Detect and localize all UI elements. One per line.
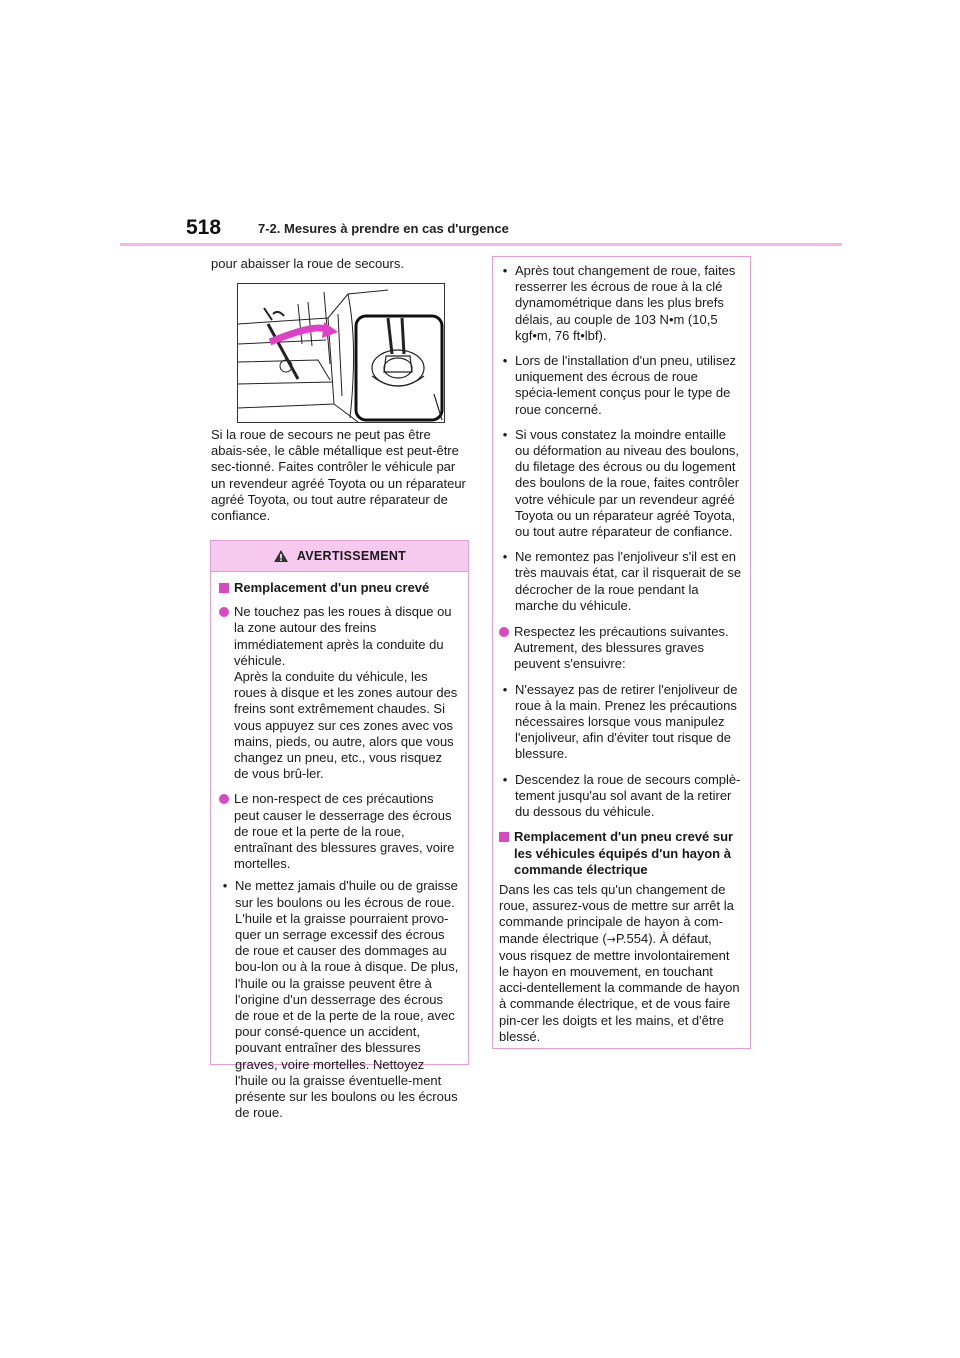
warning-subhead-text: Remplacement d'un pneu crevé: [234, 580, 430, 595]
dash-bullet: •: [222, 878, 228, 894]
caution-dash-4: [499, 549, 742, 614]
caution-dash-6: [499, 772, 742, 821]
caution-subhead: [499, 829, 742, 878]
square-bullet-icon: [499, 832, 509, 842]
caution-dash-5-text: N'essayez pas de retirer l'enjoliveur de roue à la main. Prenez les précautions nécessaires lorsque vous manipulez l'enjoliveur, afin d'éviter tout risque de blessure.: [515, 681, 738, 762]
caution-dash-2: [499, 353, 742, 418]
warning-bullet-2-text: Le non-respect de ces précautions peut causer le desserrage des écrous de roue et la perte de la roue, entraînant des blessures graves, voire mortelles.: [234, 791, 455, 872]
page-number: 518: [186, 216, 222, 239]
caution-dash-6-text: Descendez la roue de secours complè-tement jusqu'au sol avant de la retirer du dessous du véhicule.: [515, 771, 741, 820]
warning-title: AVERTISSEMENT: [296, 549, 407, 563]
caution-dash-3-text: Si vous constatez la moindre entaille ou déformation au niveau des boulons, du filetage des écrous ou du logement des boulons de la roue, faites contrôler votre véhicule par un revendeur agréé Toyota ou un réparateur agréé Toyota, ou tout autre réparateur de confiance.: [515, 426, 740, 540]
caution-dash-1: [499, 263, 742, 344]
dash-bullet: •: [502, 426, 508, 442]
caution-bullet-text: Respectez les précautions suivantes. Autrement, des blessures graves peuvent s'ensuivre:: [514, 624, 729, 672]
warning-header: [211, 541, 468, 572]
header-rule: [120, 243, 842, 246]
warning-triangle-icon: [273, 549, 289, 563]
power-back-door-text-a: Dans les cas tels qu'un changement de roue, assurez-vous de mettre sur arrêt la commande principale de hayon à com-mande électrique (: [499, 881, 734, 946]
power-back-door-note: [499, 882, 742, 1045]
dash-bullet: •: [502, 681, 508, 697]
warning-dash-1: [219, 878, 460, 1121]
caution-dash-2-text: Lors de l'installation d'un pneu, utilisez uniquement des écrous de roue spécia-lement conçus pour le type de roue concerné.: [515, 353, 737, 417]
warning-box: [210, 540, 469, 1121]
dash-bullet: •: [502, 771, 508, 787]
warning-bullet-1: [219, 604, 460, 782]
caution-dash-3: [499, 427, 742, 540]
warning-bullet-2: [219, 791, 460, 872]
warning-dash-1-text: Ne mettez jamais d'huile ou de graisse sur les boulons ou les écrous de roue. L'huile et la graisse pourraient provo-quer un serrage excessif des écrous de roue et causer des dommages au bou-lon ou à la roue à disque. De plus, l'huile ou la graisse peuvent être à l'origine d'un desserrage des écrous de roue et de la perte de la roue, avec pour consé-quence un accident, pouvant entraîner des blessures graves, voire mortelles. Nettoyez l'huile ou la graisse éventuelle-ment présente sur les boulons ou les écrous de roue.: [235, 878, 459, 1121]
warning-bullet-1-text: Ne touchez pas les roues à disque ou la zone autour des freins immédiatement après la conduite du véhicule.: [234, 604, 452, 668]
dash-bullet: •: [502, 353, 508, 369]
caution-bullet: [499, 624, 742, 673]
spare-tire-illustration: [237, 283, 445, 423]
reference-arrow-icon: →: [606, 932, 616, 946]
page-reference-link[interactable]: P.554: [615, 930, 649, 946]
left-column: [211, 256, 471, 272]
tire-lowering-figure: [238, 284, 444, 422]
round-bullet-icon: [219, 607, 229, 617]
caution-dash-1-text: Après tout changement de roue, faites resserrer les écrous de roue à la clé dynamométrique dans les plus brefs délais, au couple de 103 N•m (10,5 kgf•m, 76 ft•lbf).: [515, 263, 736, 343]
power-back-door-text-b: ). À défaut, vous risquez de mettre involontairement le hayon en mouvement, en touchant acci-dentellement la commande de hayon à commande électrique, et de vous faire pin-cer les doigts et les mains, et d'être blessé.: [499, 930, 740, 1044]
dash-bullet: •: [502, 549, 508, 565]
round-bullet-icon: [499, 627, 509, 637]
round-bullet-icon: [219, 794, 229, 804]
square-bullet-icon: [219, 583, 229, 593]
caution-dash-5: [499, 682, 742, 763]
caution-box: [492, 256, 751, 1049]
caution-subhead-text: Remplacement d'un pneu crevé sur les véhicules équipés d'un hayon à commande électrique: [514, 829, 734, 877]
section-title: 7-2. Mesures à prendre en cas d'urgence: [258, 221, 509, 236]
dash-bullet: •: [502, 263, 508, 278]
cable-note-text: Si la roue de secours ne peut pas être abais-sée, le câble métallique est peut-être sec-tionné. Faites contrôler le véhicule par un revendeur agréé Toyota ou un réparateur agréé Toyota, ou tout autre réparateur de confiance.: [211, 427, 466, 524]
caution-dash-4-text: Ne remontez pas l'enjoliveur s'il est en très mauvais état, car il risquerait de se décrocher de la roue pendant la marche du véhicule.: [515, 549, 742, 613]
warning-bullet-1b-text: Après la conduite du véhicule, les roues à disque et les zones autour des freins sont extrêmement chaudes. Si vous appuyez sur ces zones avec vos mains, pieds, ou autre, alors que vous changez un pneu, etc., vous risquez de vous brû-ler.: [234, 669, 458, 782]
intro-text: pour abaisser la roue de secours.: [211, 256, 404, 271]
cable-note: [211, 427, 469, 524]
warning-subhead: [219, 580, 460, 596]
